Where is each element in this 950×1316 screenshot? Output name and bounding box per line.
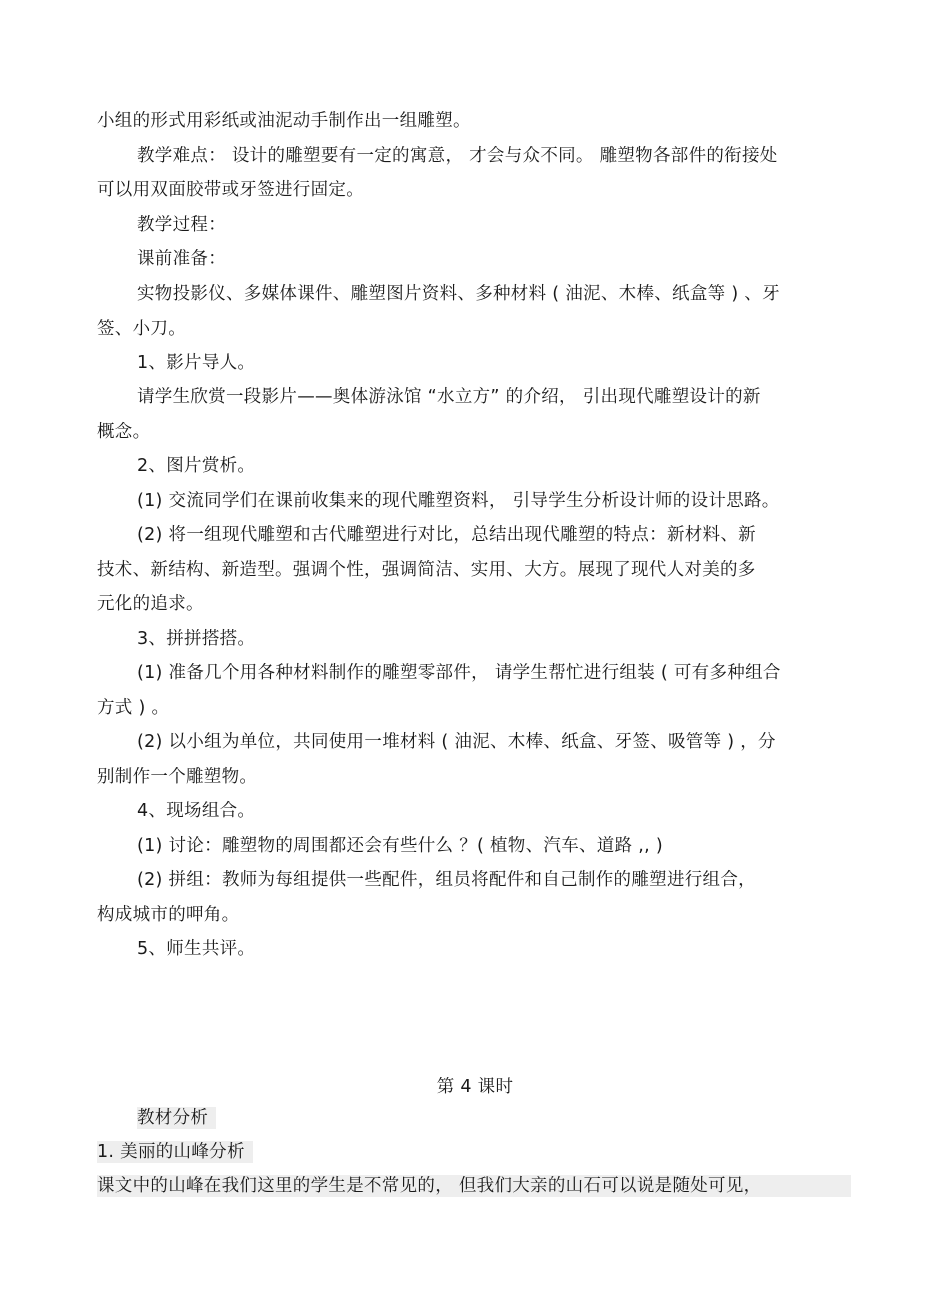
text-line: 小组的形式用彩纸或油泥动手制作出一组雕塑。	[97, 111, 471, 131]
text-line: 5、师生共评。	[137, 939, 256, 959]
text-line: 签、小刀。	[97, 319, 186, 339]
text-line: (1) 准备几个用各种材料制作的雕塑零部件， 请学生帮忙进行组装 ( 可有多种组合	[137, 663, 781, 683]
text-line: 构成城市的呷角。	[97, 905, 240, 925]
text-line: 2、图片赏析。	[137, 456, 256, 476]
text-line: 1、影片导人。	[137, 353, 256, 373]
text-line: (1) 讨论：雕塑物的周围都还会有些什么 ？( 植物、汽车、道路 ,, )	[137, 836, 663, 856]
text-line: (1) 交流同学们在课前收集来的现代雕塑资料， 引导学生分析设计师的设计思路。	[137, 491, 780, 511]
text-line: (2) 将一组现代雕塑和古代雕塑进行对比，总结出现代雕塑的特点：新材料、新	[137, 525, 756, 545]
text-line: 3、拼拼搭搭。	[137, 629, 256, 649]
text-line: (2) 以小组为单位，共同使用一堆材料 ( 油泥、木棒、纸盒、牙签、吸管等 ) ，分	[137, 732, 776, 752]
text-line: 元化的追求。	[97, 594, 204, 614]
text-line: 实物投影仪、多媒体课件、雕塑图片资料、多种材料 ( 油泥、木棒、纸盒等 ) 、牙	[137, 284, 780, 304]
heading-material-analysis: 教材分析	[137, 1107, 216, 1129]
text-line: (2) 拼组：教师为每组提供一些配件，组员将配件和自己制作的雕塑进行组合，	[137, 870, 756, 890]
text-line: 概念。	[97, 422, 151, 442]
text-line: 技术、新结构、新造型。强调个性，强调简洁、实用、大方。展现了现代人对美的多	[97, 560, 756, 580]
text-line: 方式 ) 。	[97, 698, 170, 718]
text-line: 请学生欣赏一段影片——奥体游泳馆 “水立方” 的介绍， 引出现代雕塑设计的新	[137, 387, 761, 407]
text-line: 教学过程：	[137, 215, 226, 235]
text-line: 别制作一个雕塑物。	[97, 767, 258, 787]
text-line: 课文中的山峰在我们这里的学生是不常见的， 但我们大亲的山石可以说是随处可见，	[97, 1175, 851, 1197]
text-line: 教学难点： 设计的雕塑要有一定的寓意， 才会与众不同。 雕塑物各部件的衔接处	[137, 146, 778, 166]
text-line: 可以用双面胶带或牙签进行固定。	[97, 180, 364, 200]
heading-mountain-analysis: 1. 美丽的山峰分析	[97, 1141, 253, 1163]
text-line: 4、现场组合。	[137, 801, 256, 821]
section-title: 第 4 课时	[436, 1077, 514, 1097]
text-line: 课前准备：	[137, 249, 226, 269]
